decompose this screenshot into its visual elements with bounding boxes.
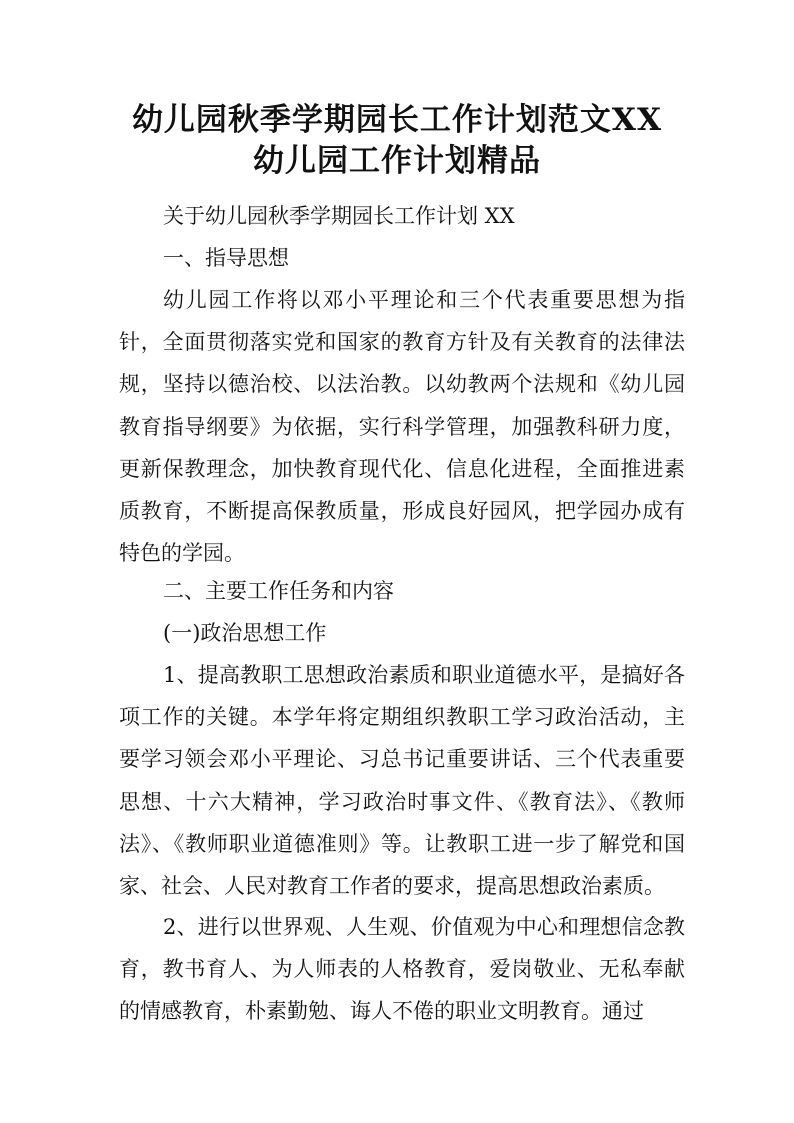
item1-paragraph: 1、提高教职工思想政治素质和职业道德水平，是搞好各项工作的关键。本学年将定期组织教职工学习政治活动，主要学习领会邓小平理论、习总书记重要讲话、三个代表重要思想、十六大精神，学习政治时事文件、《教育法》、《教师法》、《教师职业道德准则》等。让教职工进一步了解党和国家、社会、人民对教育工作者的要求，提高思想政治素质。 (119, 663, 685, 899)
document-title-line2: 幼儿园工作计划精品 (253, 143, 541, 179)
document-title-line1: 幼儿园秋季学期园长工作计划范文XX (131, 102, 663, 138)
document-subtitle: 关于幼儿园秋季学期园长工作计划 XX (163, 204, 515, 228)
section2-heading: 二、主要工作任务和内容 (163, 579, 394, 603)
subsection1-heading: (一)政治思想工作 (163, 621, 327, 645)
section1-heading: 一、指导思想 (163, 246, 289, 270)
item2-paragraph: 2、进行以世界观、人生观、价值观为中心和理想信念教育，教书育人、为人师表的人格教育，爱岗敬业、无私奉献的情感教育，朴素勤勉、诲人不倦的职业文明教育。通过 (119, 915, 685, 1024)
section1-paragraph: 幼儿园工作将以邓小平理论和三个代表重要思想为指针，全面贯彻落实党和国家的教育方针及有关教育的法律法规，坚持以德治校、以法治教。以幼教两个法规和《幼儿园教育指导纲要》为依据，实行科学管理，加强教科研力度，更新保教理念，加快教育现代化、信息化进程，全面推进素质教育，不断提高保教质量，形成良好园风，把学园办成有特色的学园。 (119, 288, 685, 566)
